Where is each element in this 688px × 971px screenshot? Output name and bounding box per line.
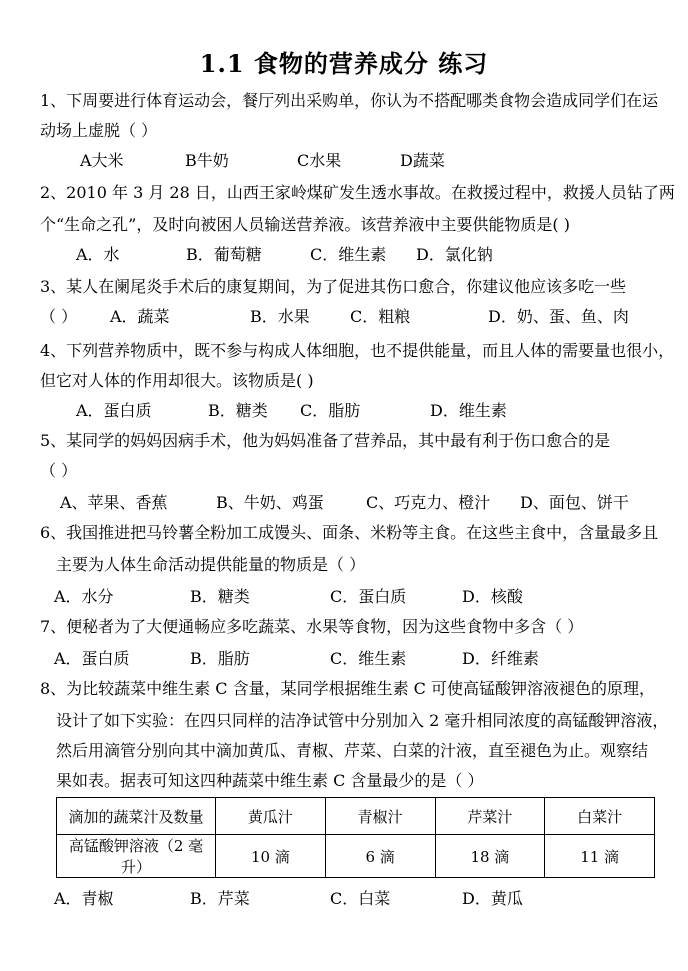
- question-1-text: 1、下周要进行体育运动会，餐厅列出采购单，你认为不搭配哪类食物会造成同学们在运: [40, 91, 659, 110]
- question-3-option-c: C．粗粮: [350, 307, 411, 326]
- question-8-option-c: C．白菜: [330, 889, 391, 908]
- question-8-option-b: B．芹菜: [190, 889, 250, 908]
- table-header-cell: 滴加的蔬菜汁及数量: [57, 798, 216, 835]
- question-6-option-d: D．核酸: [462, 587, 523, 606]
- question-6-text-cont: 主要为人体生命活动提供能量的物质是（ ）: [56, 555, 366, 574]
- question-2-text: 2、2010 年 3 月 28 日，山西王家岭煤矿发生透水事故。在救援过程中，救援人员钻了两: [40, 183, 675, 202]
- question-5-option-d: D、面包、饼干: [520, 493, 629, 512]
- question-2-option-d: D．氯化钠: [416, 245, 493, 264]
- question-1-text-cont: 动场上虚脱（ ）: [40, 121, 158, 140]
- question-5-text: 5、某同学的妈妈因病手术，他为妈妈准备了营养品，其中最有利于伤口愈合的是: [40, 431, 611, 450]
- experiment-table: [56, 797, 655, 878]
- question-4-option-b: B．糖类: [208, 401, 268, 420]
- question-7-option-c: C．维生素: [330, 649, 407, 668]
- question-2-option-b: B．葡萄糖: [186, 245, 262, 264]
- question-4-text: 4、下列营养物质中，既不参与构成人体细胞，也不提供能量，而且人体的需要量也很小，: [40, 341, 675, 360]
- table-cell: 18 滴: [435, 835, 545, 878]
- table-row-label: 高锰酸钾溶液（2 毫升）: [57, 835, 216, 878]
- question-7-option-d: D．纤维素: [462, 649, 539, 668]
- question-2-option-a: A．水: [76, 245, 120, 264]
- question-3-option-b: B．水果: [250, 307, 310, 326]
- question-6-option-a: A．水分: [54, 587, 114, 606]
- page-title: 1.1 食物的营养成分 练习: [199, 49, 489, 78]
- table-header-cell: 黄瓜汁: [216, 798, 326, 835]
- table-header-cell: 白菜汁: [545, 798, 655, 835]
- question-4-option-a: A．蛋白质: [76, 401, 152, 420]
- question-8-text: 8、为比较蔬菜中维生素 C 含量，某同学根据维生素 C 可使高锰酸钾溶液褪色的原理，: [40, 679, 656, 698]
- question-8-option-a: A．青椒: [54, 889, 114, 908]
- question-8-text-cont-3: 果如表。据表可知这四种蔬菜中维生素 C 含量最少的是（ ）: [56, 771, 484, 790]
- question-4-option-c: C．脂肪: [300, 401, 361, 420]
- question-4-option-d: D．维生素: [430, 401, 507, 420]
- question-3-option-d: D．奶、蛋、鱼、肉: [488, 307, 629, 326]
- question-6-text: 6、我国推进把马铃薯全粉加工成馒头、面条、米粉等主食。在这些主食中，含量最多且: [40, 523, 659, 542]
- question-7-option-b: B．脂肪: [190, 649, 250, 668]
- question-1-option-c: C水果: [297, 151, 342, 170]
- table-cell: 11 滴: [545, 835, 655, 878]
- question-8-text-cont-2: 然后用滴管分别向其中滴加黄瓜、青椒、芹菜、白菜的汁液，直至褪色为止。观察结: [56, 741, 649, 760]
- question-8-option-d: D．黄瓜: [462, 889, 523, 908]
- table-header-cell: 青椒汁: [325, 798, 435, 835]
- question-7-text: 7、便秘者为了大便通畅应多吃蔬菜、水果等食物，因为这些食物中多含（ ）: [40, 617, 584, 636]
- table-cell: 10 滴: [216, 835, 326, 878]
- table-header-cell: 芹菜汁: [435, 798, 545, 835]
- question-8-text-cont-1: 设计了如下实验：在四只同样的洁净试管中分别加入 2 毫升相同浓度的高锰酸钾溶液，: [56, 711, 669, 730]
- question-6-option-c: C．蛋白质: [330, 587, 407, 606]
- table-header-row: [57, 798, 655, 835]
- question-7-option-a: A．蛋白质: [54, 649, 130, 668]
- question-5-option-c: C、巧克力、橙汁: [366, 493, 491, 512]
- question-3-option-a: A．蔬菜: [110, 307, 170, 326]
- question-5-option-a: A、苹果、香蕉: [60, 493, 168, 512]
- question-2-option-c: C．维生素: [310, 245, 387, 264]
- question-1-option-b: B牛奶: [185, 151, 229, 170]
- question-4-text-cont: 但它对人体的作用却很大。该物质是( ): [40, 371, 314, 390]
- question-1-option-a: A大米: [80, 151, 124, 170]
- question-3-text: 3、某人在阑尾炎手术后的康复期间，为了促进其伤口愈合，你建议他应该多吃一些: [40, 277, 627, 296]
- question-6-option-b: B．糖类: [190, 587, 250, 606]
- question-1-option-d: D蔬菜: [400, 151, 445, 170]
- table-row: [57, 835, 655, 878]
- question-5-option-b: B、牛奶、鸡蛋: [216, 493, 324, 512]
- question-2-text-cont: 个“生命之孔”，及时向被困人员输送营养液。该营养液中主要供能物质是( ): [40, 215, 570, 234]
- question-3-answer-paren: （ ）: [40, 307, 78, 326]
- table-cell: 6 滴: [325, 835, 435, 878]
- question-5-text-cont: （ ）: [40, 461, 78, 480]
